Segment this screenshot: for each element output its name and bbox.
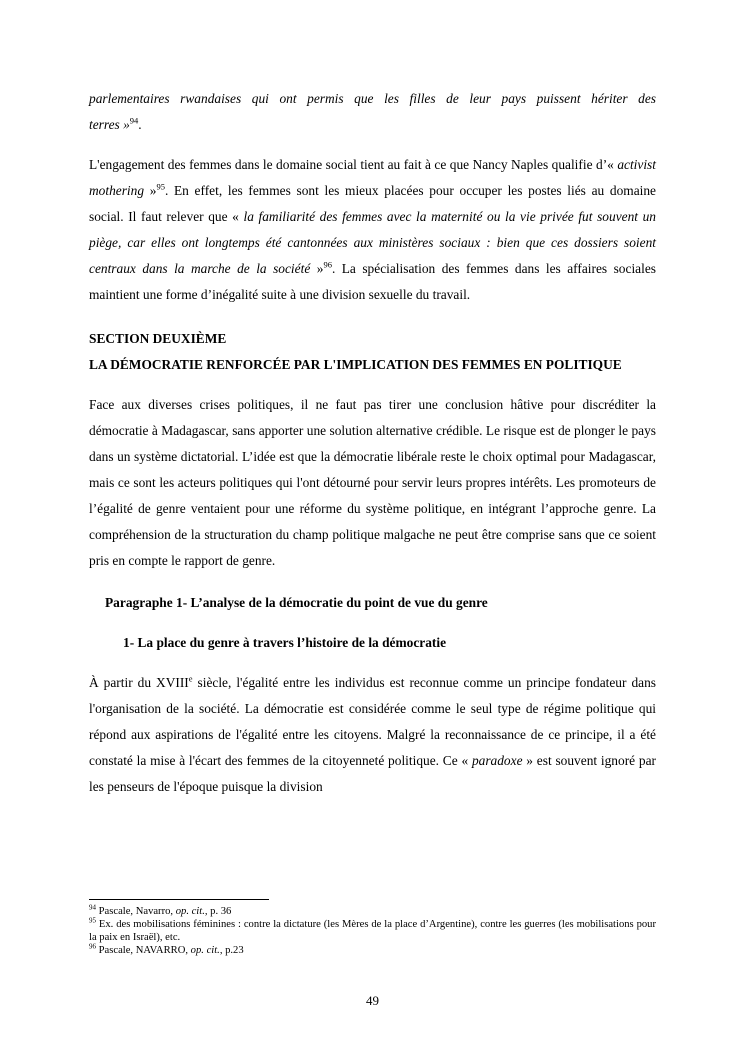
p0-line2: terres »$^{94}$. bbox=[89, 115, 142, 132]
footnote-ref-95: 95 bbox=[156, 181, 165, 192]
paragraph-heading: Paragraphe 1- L’analyse de la démocratie du point de vue du genre bbox=[105, 595, 488, 610]
paragraph-history: À partir du XVIIIe siècle, l'égalité entre les individus est reconnue comme un principe fondateur dans l'organisation de la société. La démocratie est considérée comme le seul type de régime politique qui répond aux aspirations de l'égalité entre les citoyens. Malgré la reconnaissance de ce principe, il a été constaté la mise à l'écart des femmes de la citoyenneté politique. Ce « paradoxe » est souvent ignoré par les penseurs de l'époque puisque la division bbox=[89, 673, 656, 794]
footnote-94: $^{94}$ Pascale, Navarro, op. cit., p. 36 bbox=[89, 903, 232, 917]
paragraph-crises: Face aux diverses crises politiques, il ne faut pas tirer une conclusion hâtive pour discréditer la démocratie à Madagascar, sans apporter une solution alternative crédible. Le risque est de plonger le pays dans un système dictatorial. L’idée est que la démocratie libérale reste le choix optimal pour Madagascar, mais ce sont les acteurs politiques qui l'ont détourné pour servir leurs propres intérêts. Les promoteurs de l’égalité de genre ventaient pour une réforme du système politique, en intégrant l’approche genre. La compréhension de la structuration du champ politique malgache ne peut être comprise sans que ce soient pris en compte le rapport de genre. bbox=[89, 397, 656, 568]
section-heading: SECTION DEUXIÈME bbox=[89, 331, 227, 346]
footnote-separator bbox=[89, 899, 269, 900]
subparagraph-heading: 1- La place du genre à travers l’histoire de la démocratie bbox=[123, 635, 447, 650]
footnote-ref-96: 96 bbox=[323, 259, 332, 270]
footnote-95: $^{95}$ Ex. des mobilisations féminines : contre la dictature (les Mères de la place d’Argentine), contre les guerres (les mobilisations pour la paix en Israël), etc. bbox=[89, 916, 656, 943]
paragraph-engagement: L'engagement des femmes dans le domaine social tient au fait à ce que Nancy Naples qualifie d’« activist mothering »$^{95}$. En effet, les femmes sont les mieux placées pour occuper les postes liés au domaine social. Il faut relever que « la familiarité des femmes avec la maternité ou la vie privée fut souvent un piège, car elles ont longtemps été cantonnées aux ministères sociaux : bien que ces dossiers soient centraux dans la marche de la société »$^{96}$. La spécialisation des femmes dans les affaires sociales maintient une forme d’inégalité suite à une division sexuelle du travail. bbox=[89, 157, 657, 302]
p0-line1: parlementaires rwandaises qui ont permis que les filles de leur pays puissent hériter des bbox=[89, 91, 656, 106]
footnote-96: $^{96}$ Pascale, NAVARRO, op. cit., p.23 bbox=[89, 942, 244, 956]
paragraph-continuation bbox=[89, 86, 656, 138]
page-number: 49 bbox=[366, 993, 379, 1008]
section-title: LA DÉMOCRATIE RENFORCÉE PAR L'IMPLICATION DES FEMMES EN POLITIQUE bbox=[89, 357, 622, 372]
footnotes bbox=[89, 905, 656, 957]
page-body bbox=[89, 86, 656, 800]
footnote-ref-94: 94 bbox=[129, 115, 139, 126]
